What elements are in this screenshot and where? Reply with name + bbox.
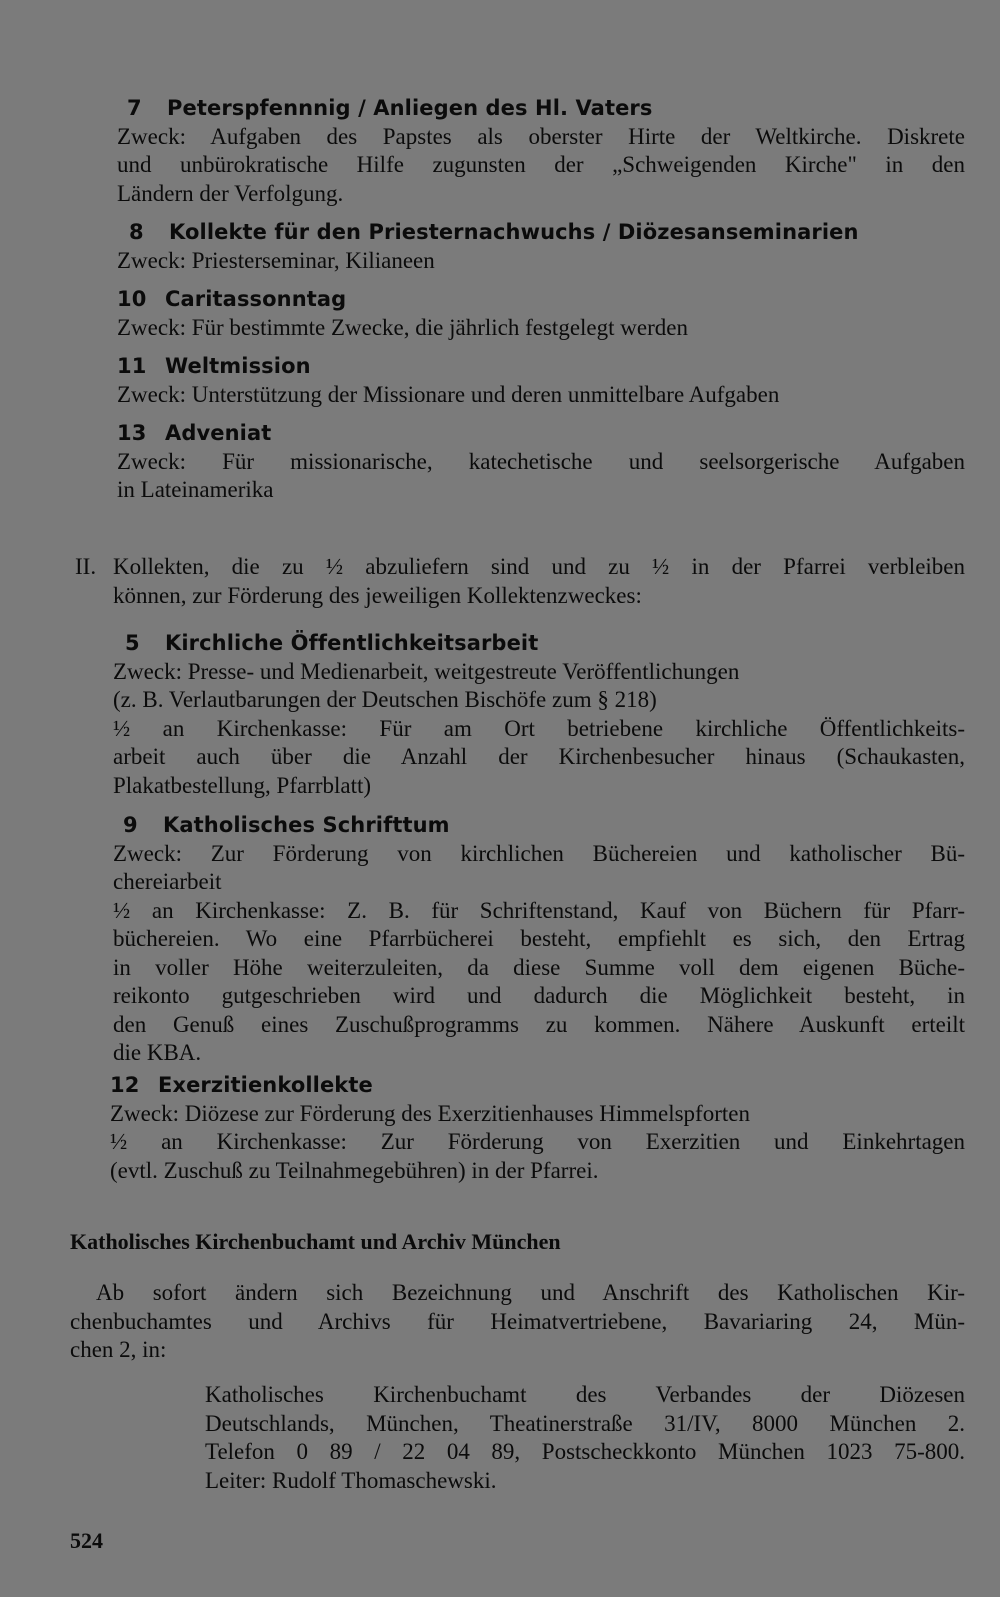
entry-13	[117, 419, 965, 505]
entry-text-line: in Lateinamerika	[117, 477, 274, 502]
entry-number: 9	[123, 813, 138, 837]
entry-text-line: ½ an Kirchenkasse: Z. B. für Schriftenstand, Kauf von Büchern für Pfarr-	[113, 897, 965, 923]
paragraph-line: chenbuchamtes und Archivs für Heimatvertriebene, Bavariaring 24, Mün-	[70, 1308, 965, 1334]
entry-text-line: die KBA.	[113, 1040, 202, 1065]
entry-text-line: ½ an Kirchenkasse: Zur Förderung von Exerzitien und Einkehrtagen	[110, 1129, 965, 1154]
entry-title: Caritassonntag	[165, 287, 347, 311]
entry-8	[117, 218, 965, 275]
address-line: Deutschlands, München, Theatinerstraße 31/IV, 8000 München 2.	[205, 1410, 965, 1436]
entry-9	[113, 811, 965, 1068]
entry-text-line: Zweck: Zur Förderung von kirchlichen Büchereien und katholischer Bü-	[113, 840, 965, 866]
address-line: Leiter: Rudolf Thomaschewski.	[205, 1467, 497, 1493]
entry-heading	[117, 419, 965, 448]
entry-text-line: reikonto gutgeschrieben wird und dadurch die Möglichkeit besteht, in	[113, 983, 965, 1008]
entry-text-line: chereiarbeit	[113, 869, 222, 894]
entry-heading	[117, 218, 965, 247]
entry-10	[117, 285, 965, 342]
entry-title: Exerzitienkollekte	[158, 1073, 373, 1097]
entry-heading	[117, 94, 965, 123]
entry-text-line: Plakatbestellung, Pfarrblatt)	[113, 772, 372, 798]
entry-text-line: und unbürokratische Hilfe zugunsten der „Schweigenden Kirche" in den	[117, 152, 965, 177]
entry-text-line: Zweck: Für missionarische, katechetische und seelsorgerische Aufgaben	[117, 448, 965, 474]
entry-text-line: Ländern der Verfolgung.	[117, 180, 344, 206]
entry-text-line: Zweck: Diözese zur Förderung des Exerzitienhauses Himmelspforten	[110, 1100, 750, 1126]
entry-heading	[117, 285, 965, 314]
paragraph-line: chen 2, in:	[70, 1337, 167, 1362]
entry-text-line: ½ an Kirchenkasse: Für am Ort betriebene kirchliche Öffentlichkeits-	[113, 715, 965, 741]
page-number: 524	[70, 1528, 103, 1553]
entry-12	[110, 1071, 965, 1185]
entry-number: 7	[127, 96, 142, 120]
entry-number: 8	[129, 220, 144, 244]
entry-heading	[117, 352, 965, 381]
entry-title: Kirchliche Öffentlichkeitsarbeit	[165, 631, 539, 655]
section-ii-text: Kollekten, die zu ½ abzuliefern sind und zu ½ in der Pfarrei verbleiben	[113, 554, 965, 579]
section-title: Katholisches Kirchenbuchamt und Archiv München	[70, 1229, 561, 1254]
entry-7	[117, 94, 965, 208]
entry-number: 11	[117, 354, 147, 378]
section-ii-label: II.	[75, 554, 97, 579]
entry-title: Kollekte für den Priesternachwuchs / Diözesanseminarien	[169, 220, 859, 244]
paragraph-line: Ab sofort ändern sich Bezeichnung und Anschrift des Katholischen Kir-	[96, 1280, 965, 1305]
section-ii-line-2: können, zur Förderung des jeweiligen Kollektenzweckes:	[113, 582, 642, 608]
section-ii-line-1	[75, 553, 965, 582]
entry-title: Peterspfennnig / Anliegen des Hl. Vaters	[167, 96, 653, 120]
entry-text-line: Zweck: Presse- und Medienarbeit, weitgestreute Veröffentlichungen	[113, 658, 740, 684]
entry-text-line: arbeit auch über die Anzahl der Kirchenbesucher hinaus (Schaukasten,	[113, 744, 965, 769]
entry-title: Adveniat	[165, 421, 272, 445]
entry-number: 13	[117, 421, 147, 445]
entry-text-line: (evtl. Zuschuß zu Teilnahmegebühren) in der Pfarrei.	[110, 1157, 599, 1183]
entry-heading	[113, 629, 965, 658]
entry-text-line: (z. B. Verlautbarungen der Deutschen Bischöfe zum § 218)	[113, 687, 657, 712]
entry-5	[113, 629, 965, 800]
entry-text-line: Zweck: Für bestimmte Zwecke, die jährlich festgelegt werden	[117, 314, 688, 340]
address-line: Katholisches Kirchenbuchamt des Verbandes der Diözesen	[205, 1382, 965, 1407]
entry-text-line: Zweck: Priesterseminar, Kilianeen	[117, 247, 435, 273]
entry-text-line: büchereien. Wo eine Pfarrbücherei besteht, empfiehlt es sich, den Ertrag	[113, 926, 965, 951]
entry-number: 5	[125, 631, 140, 655]
entry-text-line: Zweck: Aufgaben des Papstes als oberster Hirte der Weltkirche. Diskrete	[117, 123, 965, 149]
entry-number: 12	[110, 1073, 140, 1097]
entry-text-line: in voller Höhe weiterzuleiten, da diese Summe voll dem eigenen Büche-	[113, 954, 965, 980]
entry-title: Weltmission	[165, 354, 311, 378]
entry-title: Katholisches Schrifttum	[163, 813, 450, 837]
section-ii	[75, 553, 965, 610]
entry-text-line: Zweck: Unterstützung der Missionare und deren unmittelbare Aufgaben	[117, 381, 780, 407]
entry-heading	[113, 811, 965, 840]
section-paragraph	[70, 1279, 965, 1365]
entry-number: 10	[117, 287, 147, 311]
entry-heading	[110, 1071, 965, 1100]
entry-text-line: den Genuß eines Zuschußprogramms zu kommen. Nähere Auskunft erteilt	[113, 1011, 965, 1037]
address-line: Telefon 0 89 / 22 04 89, Postscheckkonto München 1023 75-800.	[205, 1439, 965, 1464]
entry-11	[117, 352, 965, 409]
address-block	[205, 1381, 965, 1495]
